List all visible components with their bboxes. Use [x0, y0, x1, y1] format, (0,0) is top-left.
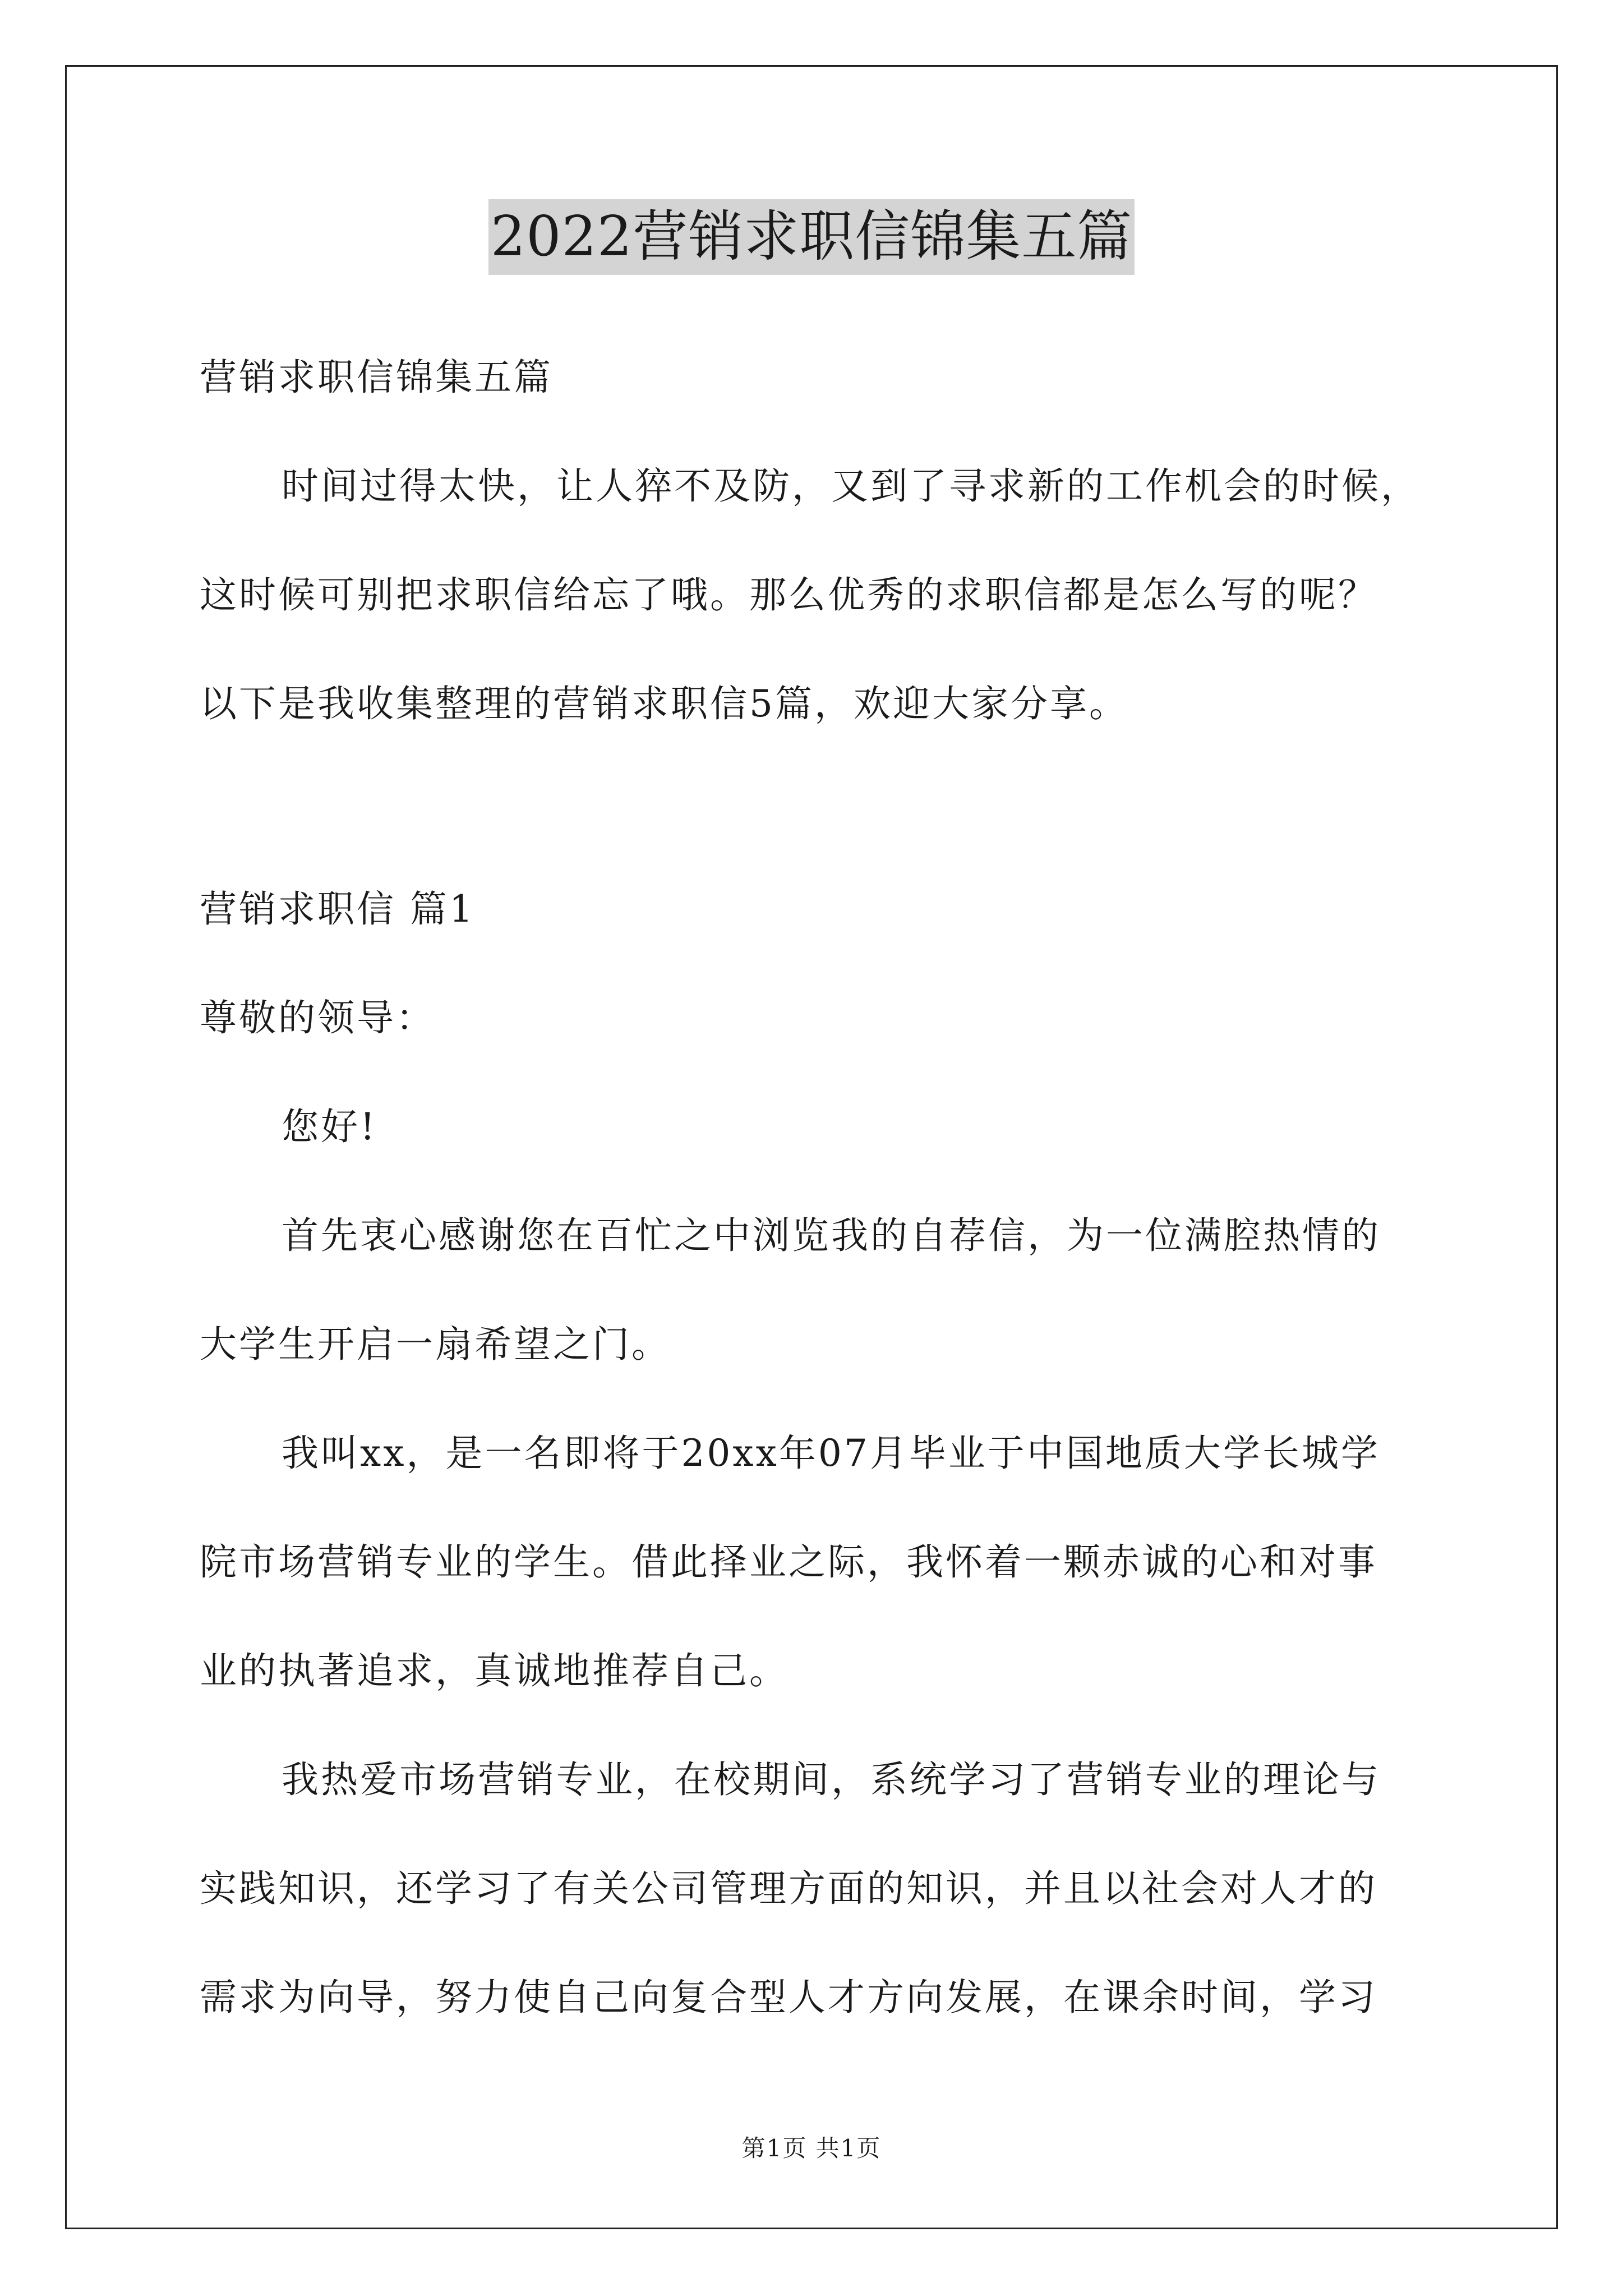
- section-heading: 营销求职信 篇1: [200, 887, 475, 931]
- document-title: 2022营销求职信锦集五篇: [488, 199, 1135, 275]
- intro-line-3: 以下是我收集整理的营销求职信5篇，欢迎大家分享。: [200, 682, 1128, 725]
- title-container: [0, 199, 1623, 275]
- paragraph-3-line-2: 实践知识，还学习了有关公司管理方面的知识，并且以社会对人才的: [200, 1867, 1377, 1910]
- paragraph-2-line-1: 我叫xx，是一名即将于20xx年07月毕业于中国地质大学长城学: [282, 1432, 1380, 1475]
- paragraph-3-line-1: 我热爱市场营销专业，在校期间，系统学习了营销专业的理论与: [282, 1758, 1381, 1801]
- salutation: 尊敬的领导：: [200, 996, 435, 1039]
- greeting: 您好!: [282, 1105, 377, 1148]
- paragraph-2-line-3: 业的执著追求，真诚地推荐自己。: [200, 1649, 789, 1692]
- paragraph-3-line-3: 需求为向导，努力使自己向复合型人才方向发展，在课余时间，学习: [200, 1976, 1377, 2019]
- intro-line-2: 这时候可别把求职信给忘了哦。那么优秀的求职信都是怎么写的呢？: [200, 573, 1377, 616]
- intro-line-1: 时间过得太快，让人猝不及防，又到了寻求新的工作机会的时候，: [282, 464, 1420, 508]
- paragraph-1-line-1: 首先衷心感谢您在百忙之中浏览我的自荐信，为一位满腔热情的: [282, 1214, 1381, 1257]
- document-subtitle: 营销求职信锦集五篇: [200, 356, 553, 399]
- page-footer: 第1页 共1页: [741, 2134, 882, 2162]
- paragraph-1-line-2: 大学生开启一扇希望之门。: [200, 1323, 671, 1366]
- paragraph-2-line-2: 院市场营销专业的学生。借此择业之际，我怀着一颗赤诚的心和对事: [200, 1540, 1377, 1584]
